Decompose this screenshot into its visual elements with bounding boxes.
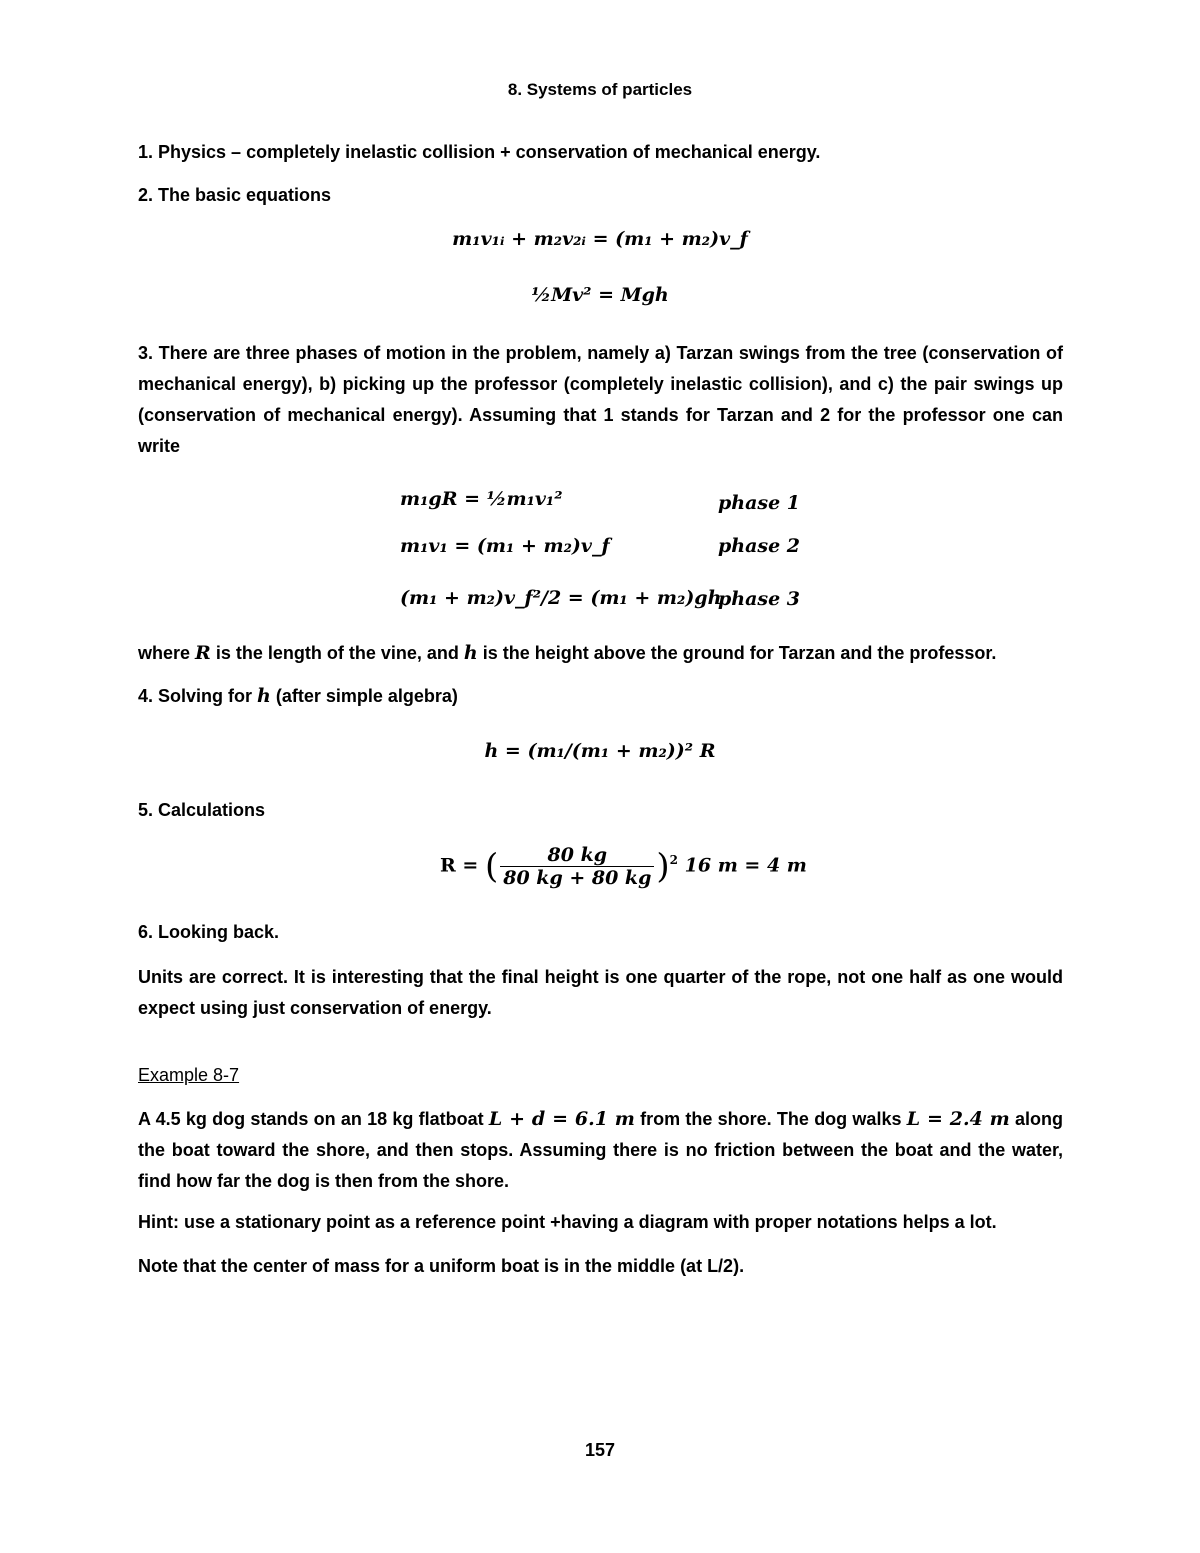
height-equation-text: h = (m₁/(m₁ + m₂))² R (484, 740, 716, 762)
equation-momentum-text: m₁v₁ᵢ + m₂v₂ᵢ = (m₁ + m₂)v_f (452, 228, 748, 250)
step1-text: 1. Physics – completely inelastic collision + conservation of mechanical energy. (138, 142, 821, 162)
step6-heading: 6. Looking back. (138, 922, 280, 942)
example-problem (138, 1104, 1063, 1197)
equation-energy (0, 284, 1200, 306)
calc-denominator: 80 kg + 80 kg (503, 867, 652, 889)
step2-heading: 2. The basic equations (138, 185, 332, 205)
calc-result: 16 m = 4 m (684, 854, 807, 877)
phase3-label: phase 3 (718, 588, 801, 610)
example-problem-b: from the shore. The dog walks (634, 1109, 907, 1129)
where-var-h: h (463, 642, 478, 664)
phase1-equation: m₁gR = ½m₁v₁² (400, 488, 563, 510)
phase2-label: phase 2 (718, 535, 801, 557)
where-text-b: is the length of the vine, and (210, 643, 464, 663)
where-line (138, 642, 996, 664)
equation-energy-text: ½Mv² = Mgh (531, 284, 669, 306)
calc-numerator: 80 kg (500, 844, 654, 867)
where-text-a: where (138, 643, 196, 663)
step4-heading-var: h (257, 685, 271, 707)
height-equation (0, 740, 1200, 762)
example-hint: Hint: use a stationary point as a reference point +having a diagram with proper notations helps a lot. (138, 1212, 997, 1232)
step3-paragraph: 3. There are three phases of motion in the problem, namely a) Tarzan swings from the tree (conservation of mechanical energy), b) picking up the professor (completely inelastic collision), and c) the pair swings up (conservation of mechanical energy). Assuming that 1 stands for Tarzan and 2 for the professor one can write (138, 343, 1063, 456)
example-problem-c: along the boat toward the shore, and then stops. Assuming there is no friction between the boat and the water, find how far the dog is then from the shore. (138, 1109, 1064, 1191)
step5-heading: 5. Calculations (138, 800, 266, 820)
phase3-equation: (m₁ + m₂)v_f²/2 = (m₁ + m₂)gh (400, 587, 722, 609)
example-note: Note that the center of mass for a uniform boat is in the middle (at L/2). (138, 1256, 745, 1276)
step6-text: Units are correct. It is interesting that the final height is one quarter of the rope, not one half as one would expect using just conservation of energy. (138, 967, 1063, 1018)
example-problem-eq2: L = 2.4 m (906, 1108, 1010, 1130)
example-problem-eq1: L + d = 6.1 m (488, 1108, 635, 1130)
chapter-header: 8. Systems of particles (507, 80, 693, 99)
example-title: Example 8-7 (138, 1065, 240, 1085)
step4-heading-a: 4. Solving for (138, 686, 258, 706)
where-text-c: is the height above the ground for Tarzan and the professor. (477, 643, 997, 663)
calculation-equation: R = ( $\frac{80 kg}{80 kg + 80 kg}$ )$^2$ 16 m = 4 m (440, 844, 807, 889)
where-var-r: R (195, 642, 211, 664)
equation-momentum (0, 228, 1200, 250)
phase1-label: phase 1 (718, 492, 801, 514)
step4-heading-b: (after simple algebra) (270, 686, 458, 706)
phase2-equation: m₁v₁ = (m₁ + m₂)v_f (400, 535, 610, 557)
example-problem-a: A 4.5 kg dog stands on an 18 kg flatboat (138, 1109, 489, 1129)
step4-heading (138, 685, 458, 707)
page-number: 157 (584, 1440, 616, 1460)
